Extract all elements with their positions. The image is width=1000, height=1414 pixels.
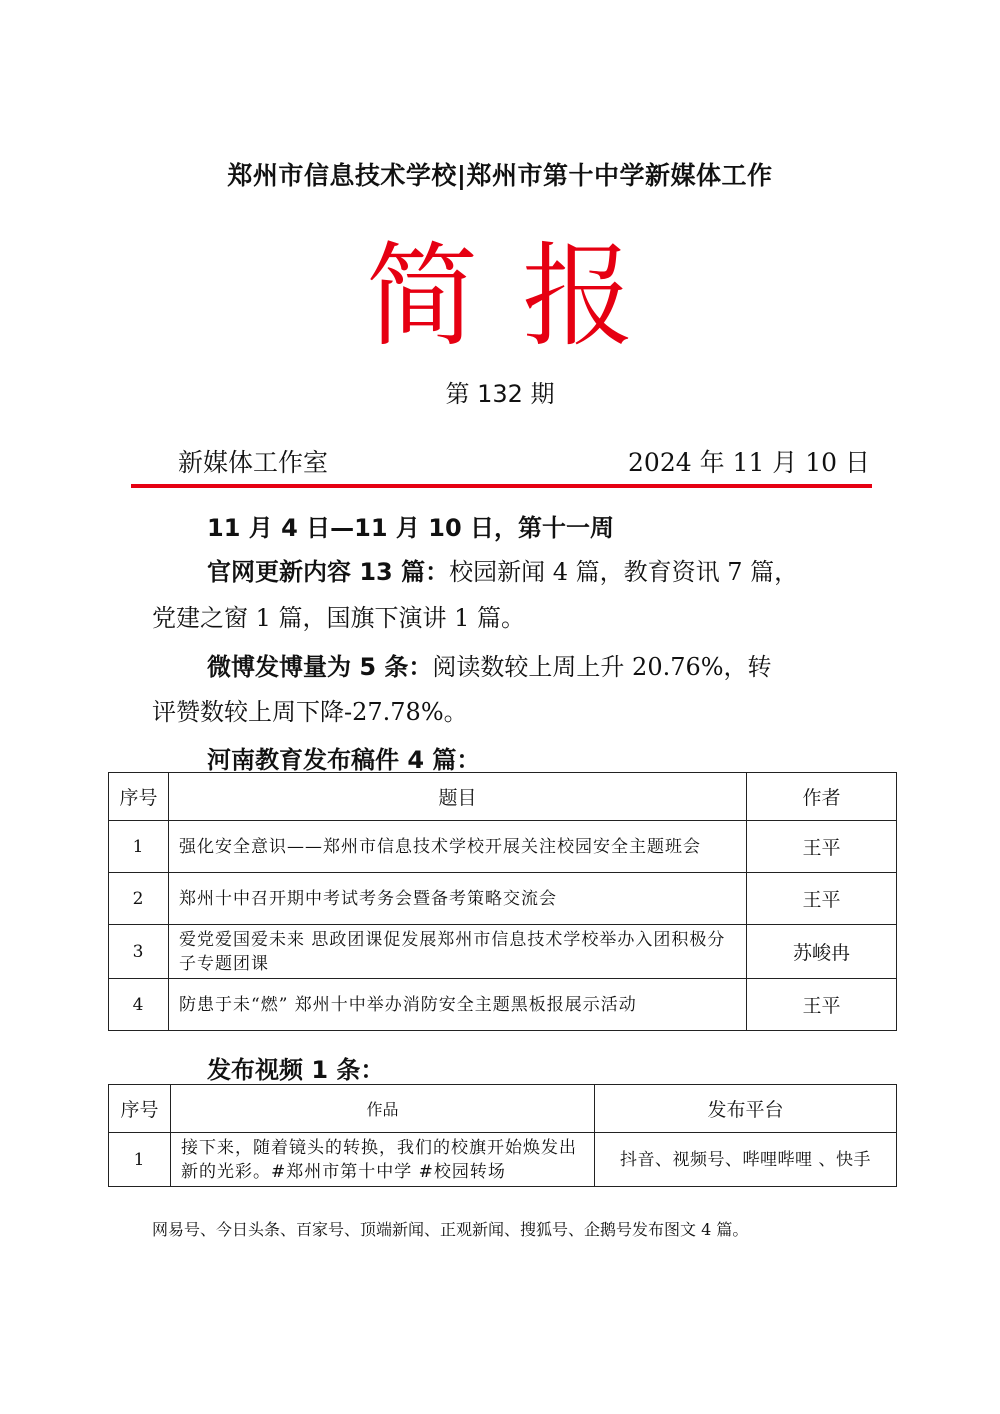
table-row bbox=[109, 1133, 897, 1187]
org-title: 郑州市信息技术学校|郑州市第十中学新媒体工作 bbox=[227, 161, 773, 190]
row-no: 4 bbox=[109, 979, 169, 1031]
website-line1: 校园新闻 4 篇，教育资讯 7 篇， bbox=[449, 558, 799, 586]
table-row bbox=[109, 979, 897, 1031]
table-header-row bbox=[109, 1085, 897, 1133]
table-row bbox=[109, 873, 897, 925]
col-header-work: 作品 bbox=[171, 1085, 595, 1133]
row-author: 苏峻冉 bbox=[747, 925, 897, 979]
table-row bbox=[109, 821, 897, 873]
department-name: 新媒体工作室 bbox=[178, 448, 329, 477]
col-header-title: 题目 bbox=[169, 773, 747, 821]
col-header-no: 序号 bbox=[109, 1085, 171, 1133]
col-header-author: 作者 bbox=[747, 773, 897, 821]
issue-number: 第 132 期 bbox=[445, 380, 555, 408]
week-range: 11 月 4 日—11 月 10 日，第十一周 bbox=[207, 514, 615, 542]
red-divider bbox=[131, 484, 872, 488]
col-header-no: 序号 bbox=[109, 773, 169, 821]
row-author: 王平 bbox=[747, 873, 897, 925]
row-title: 郑州十中召开期中考试考务会暨备考策略交流会 bbox=[169, 873, 747, 925]
row-author: 王平 bbox=[747, 979, 897, 1031]
masthead-title: 简报 bbox=[366, 232, 678, 362]
henan-heading: 河南教育发布稿件 4 篇： bbox=[207, 746, 481, 774]
issue-date: 2024 年 11 月 10 日 bbox=[628, 448, 870, 477]
row-work: 接下来，随着镜头的转换，我们的校旗开始焕发出新的光彩。#郑州市第十中学 #校园转场 bbox=[171, 1133, 595, 1187]
row-author: 王平 bbox=[747, 821, 897, 873]
row-no: 2 bbox=[109, 873, 169, 925]
weibo-line2: 评赞数较上周下降-27.78%。 bbox=[152, 698, 468, 726]
website-line2: 党建之窗 1 篇，国旗下演讲 1 篇。 bbox=[152, 604, 526, 632]
weibo-label: 微博发博量为 5 条： bbox=[207, 653, 433, 681]
row-title: 防患于未“燃” 郑州十中举办消防安全主题黑板报展示活动 bbox=[169, 979, 747, 1031]
row-platform: 抖音、视频号、哔哩哔哩 、快手 bbox=[595, 1133, 897, 1187]
row-no: 3 bbox=[109, 925, 169, 979]
video-table bbox=[108, 1084, 897, 1187]
row-no: 1 bbox=[109, 1133, 171, 1187]
website-label: 官网更新内容 13 篇： bbox=[207, 558, 450, 586]
weibo-line1: 阅读数较上周上升 20.76%，转 bbox=[432, 653, 772, 681]
footnote: 网易号、今日头条、百家号、顶端新闻、正观新闻、搜狐号、企鹅号发布图文 4 篇。 bbox=[152, 1220, 749, 1239]
henan-table bbox=[108, 772, 897, 1031]
website-summary bbox=[207, 552, 798, 587]
row-no: 1 bbox=[109, 821, 169, 873]
table-row bbox=[109, 925, 897, 979]
weibo-summary bbox=[207, 647, 772, 682]
col-header-platform: 发布平台 bbox=[595, 1085, 897, 1133]
row-title: 爱党爱国爱未来 思政团课促发展郑州市信息技术学校举办入团积极分子专题团课 bbox=[169, 925, 747, 979]
video-heading: 发布视频 1 条： bbox=[207, 1056, 385, 1084]
table-header-row bbox=[109, 773, 897, 821]
row-title: 强化安全意识——郑州市信息技术学校开展关注校园安全主题班会 bbox=[169, 821, 747, 873]
